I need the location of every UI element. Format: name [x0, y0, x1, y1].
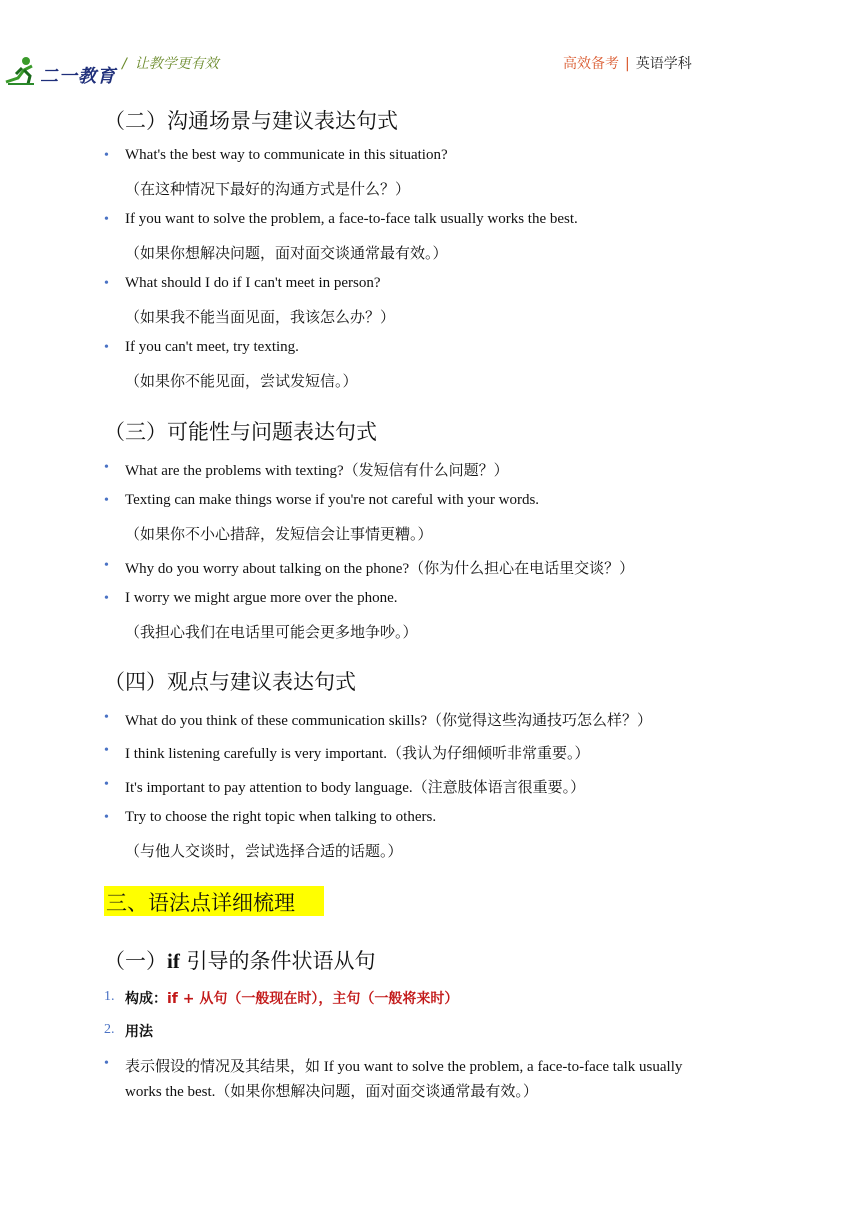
sentence-zh: （如果你想解决问题，面对面交谈通常最有效。） — [125, 246, 448, 262]
list-number: 1. — [104, 989, 115, 1004]
sentence-zh: （如果你不小心措辞，发短信会让事情更糟。） — [125, 527, 433, 543]
bullet-icon: • — [104, 212, 109, 227]
slogan-slash: / — [122, 56, 127, 72]
bullet-icon: • — [104, 460, 109, 475]
page-header — [0, 0, 860, 100]
header-tags — [563, 53, 692, 73]
bullet-icon: • — [104, 340, 109, 355]
sentence-en: Texting can make things worse if you're not careful with your words. — [125, 492, 540, 508]
sentence-zh: （与他人交谈时，尝试选择合适的话题。） — [125, 844, 403, 860]
usage-line: works the best.（如果你想解决问题，面对面交谈通常最有效。） — [125, 1084, 538, 1100]
sentence: What are the problems with texting?（发短信有什么问题？） — [125, 463, 509, 479]
structure-label: 构成： — [125, 991, 167, 1007]
bullet-icon: • — [104, 777, 109, 792]
bullet-icon: • — [104, 558, 109, 573]
bullet-icon: • — [104, 810, 109, 825]
sentence-zh: （我担心我们在电话里可能会更多地争吵。） — [125, 625, 418, 641]
usage-line: 表示假设的情况及其结果，如 If you want to solve the problem, a face-to-face talk usually — [125, 1059, 683, 1075]
sentence-en: What should I do if I can't meet in person? — [125, 275, 381, 291]
bullet-icon: • — [104, 591, 109, 606]
subheading-if: if — [167, 949, 180, 973]
sentence-zh: （如果你不能见面，尝试发短信。） — [125, 374, 358, 390]
bullet-icon: • — [104, 276, 109, 291]
section-heading-4: （四）观点与建议表达句式 — [104, 670, 356, 694]
sentence-zh: （在这种情况下最好的沟通方式是什么？） — [125, 182, 411, 198]
sentence: What do you think of these communication skills?（你觉得这些沟通技巧怎么样？） — [125, 713, 653, 729]
logo-text: 二一教育 — [40, 66, 116, 87]
sentence-en: Try to choose the right topic when talking to others. — [125, 809, 437, 825]
bullet-icon: • — [104, 493, 109, 508]
sentence-en: What's the best way to communicate in this situation? — [125, 147, 448, 163]
sentence-en: If you can't meet, try texting. — [125, 339, 299, 355]
sentence: It's important to pay attention to body language.（注意肢体语言很重要。） — [125, 780, 586, 796]
sentence-en: I worry we might argue more over the phone. — [125, 590, 398, 606]
slogan-text: 让教学更有效 — [134, 56, 219, 72]
sentence-zh: （如果我不能当面见面，我该怎么办？） — [125, 310, 396, 326]
list-number: 2. — [104, 1022, 115, 1037]
sentence: Why do you worry about talking on the phone?（你为什么担心在电话里交谈？） — [125, 561, 635, 577]
sentence-en: If you want to solve the problem, a face-to-face talk usually works the best. — [125, 211, 578, 227]
section-heading-3: （三）可能性与问题表达句式 — [104, 420, 377, 444]
subheading-prefix: （一） — [104, 949, 167, 973]
logo — [4, 52, 116, 92]
slogan — [122, 53, 219, 73]
bullet-icon: • — [104, 710, 109, 725]
grammar-subheading — [104, 945, 376, 975]
bullet-icon: • — [104, 1056, 109, 1071]
structure-formula: if + 从句（一般现在时），主句（一般将来时） — [167, 991, 459, 1007]
bullet-icon: • — [104, 148, 109, 163]
subheading-rest: 引导的条件状语从句 — [179, 949, 376, 973]
header-tag-subject: 英语学科 — [635, 56, 692, 72]
structure-line — [125, 988, 458, 1008]
header-tag-exam: 高效备考 — [563, 56, 619, 72]
bullet-icon: • — [104, 743, 109, 758]
header-separator: | — [625, 56, 630, 72]
usage-label: 用法 — [125, 1024, 153, 1040]
grammar-heading: 三、语法点详细梳理 — [106, 891, 295, 915]
runner-logo-icon — [4, 52, 44, 92]
sentence: I think listening carefully is very important.（我认为仔细倾听非常重要。） — [125, 746, 590, 762]
section-heading-2: （二）沟通场景与建议表达句式 — [104, 109, 398, 133]
